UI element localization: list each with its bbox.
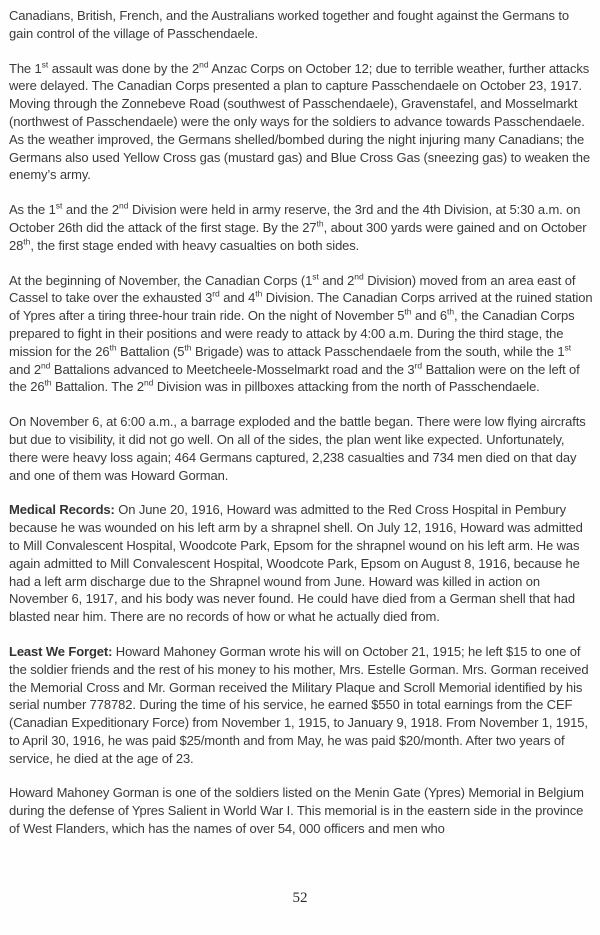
text-run: and 6	[411, 308, 447, 324]
text-run: , the first stage ended with heavy casualties on both sides.	[30, 237, 360, 253]
text-run: Division) moved from an area east of Cassel to take over the exhausted 3	[9, 272, 576, 306]
paragraph	[9, 413, 593, 484]
paragraph	[9, 7, 593, 43]
ordinal-superscript: nd	[199, 59, 209, 70]
ordinal-superscript: st	[41, 59, 49, 70]
text-run: Howard Mahoney Gorman wrote his will on October 21, 1915; he left $15 to one of the soldier friends and the rest of his money to his mother, Mrs. Estelle Gorman. Mrs. Gorman received the Memorial Cross and Mr. Gorman received the Military Plaque and Scroll Memorial identified by his serial number 778782. During the time of his service, he earned $550 in total earnings from the CEF (Canadian Expeditionary Force) from November 1, 1915, to January 9, 1918. From November 1, 1915, to April 30, 1916, he was paid $25/month and from May, he was paid $20/month. After two years of service, he died at the age of 23.	[9, 643, 589, 766]
ordinal-superscript: nd	[143, 378, 154, 389]
ordinal-superscript: st	[564, 342, 572, 353]
ordinal-superscript: nd	[40, 360, 51, 371]
ordinal-superscript: th	[109, 342, 117, 353]
ordinal-superscript: st	[55, 200, 63, 211]
ordinal-superscript: rd	[212, 289, 220, 300]
ordinal-superscript: th	[316, 218, 324, 229]
paragraph	[9, 643, 593, 768]
ordinal-superscript: nd	[354, 271, 364, 282]
paragraph	[9, 272, 593, 397]
text-run: Howard Mahoney Gorman is one of the soldiers listed on the Menin Gate (Ypres) Memorial in Belgium during the defense of Ypres Salient in World War I. This memorial is in the eastern side in the province of West Flanders, which has the names of over 54, 000 officers and men who	[9, 785, 584, 837]
text-run: assault was done by the 2	[48, 60, 200, 76]
text-run: Brigade) was to attack Passchendaele from the south, while the 1	[191, 343, 565, 359]
paragraph	[9, 501, 593, 626]
text-run: Battalion (5	[116, 343, 185, 359]
document-body	[9, 7, 593, 855]
paragraph	[9, 60, 593, 185]
ordinal-superscript: th	[404, 306, 412, 317]
text-run: and 4	[219, 290, 256, 306]
ordinal-superscript: th	[184, 342, 192, 353]
text-run: and 2	[318, 272, 355, 288]
paragraph	[9, 201, 593, 254]
text-run: On November 6, at 6:00 a.m., a barrage exploded and the battle began. There were low flying aircrafts but due to visibility, it did not go well. On all of the sides, the plan went like expected. Unfortunately, there were heavy loss again; 464 Germans captured, 2,238 casualties and 734 men died on that day and one of them was Howard Gorman.	[9, 414, 586, 483]
page-number: 52	[292, 890, 308, 906]
text-run: Battalion were on the left of the 26	[9, 361, 580, 395]
text-run: Battalion. The 2	[51, 379, 144, 395]
text-run: At the beginning of November, the Canadian Corps (1	[9, 272, 313, 288]
text-run: , about 300 yards were gained and on October 28	[9, 219, 587, 253]
text-run: Canadians, British, French, and the Australians worked together and fought against the Germans to gain control of the village of Passchendaele.	[9, 8, 569, 41]
text-run: As the 1	[9, 202, 56, 218]
text-run: , the Canadian Corps prepared to fight in their positions and were ready to attack by 4:00 a.m. During the third stage, the mission for the 26	[9, 308, 575, 359]
ordinal-superscript: th	[23, 236, 31, 247]
text-run: Division were held in army reserve, the 3rd and the 4th Division, at 5:30 a.m. on October 26th did the attack of the first stage. By the 27	[9, 202, 581, 235]
ordinal-superscript: nd	[119, 200, 129, 211]
ordinal-superscript: th	[446, 306, 455, 317]
text-run: Division was in pillboxes attacking from the north of Passchendaele.	[153, 379, 540, 395]
bold-label: Least We Forget:	[9, 643, 113, 659]
text-run: Division. The Canadian Corps arrived at the ruined station of Ypres after a tiring three-hour train ride. On the night of November 5	[9, 290, 593, 324]
ordinal-superscript: st	[312, 271, 319, 282]
ordinal-superscript: rd	[414, 360, 423, 371]
text-run: On June 20, 1916, Howard was admitted to the Red Cross Hospital in Pembury because he was wounded on his left arm by a shrapnel shell. On July 12, 1916, Howard was admitted to Mill Convalescent Hospital, Woodcote Park, Epsom for the shrapnel wound on his left arm. He was again admitted to Mill Convalescent Hospital, Woodcote Park, Epsom on August 8, 1916, because he had a left arm discharge due to the Shrapnel wound from June. Howard was killed in action on November 6, 1917, and his body was never found. He could have died from a German shell that had blasted near him. There are no records of how or what he actually died from.	[9, 502, 583, 625]
text-run: and 2	[9, 361, 41, 377]
text-run: Battalions advanced to Meetcheele-Mosselmarkt road and the 3	[50, 361, 415, 377]
ordinal-superscript: th	[44, 378, 52, 389]
text-run: The 1	[9, 60, 42, 76]
paragraph	[9, 784, 593, 837]
text-run: Anzac Corps on October 12; due to terrible weather, further attacks were delayed. The Canadian Corps presented a plan to capture Passchendaele on October 23, 1917. Moving through the Zonnebeve Road (southwest of Passchendaele), Gravenstafel, and Mosselmarkt (northwest of Passchendaele) were the only ways for the soldiers to advance towards Passchendaele. As the weather improved, the Germans shelled/bombed during the night injuring many Canadians; the Germans also used Yellow Cross gas (mustard gas) and Blue Cross Gas (sneezing gas) to weaken the enemy’s army.	[9, 60, 590, 183]
ordinal-superscript: th	[255, 289, 263, 300]
text-run: and the 2	[62, 202, 120, 218]
bold-label: Medical Records:	[9, 502, 115, 518]
